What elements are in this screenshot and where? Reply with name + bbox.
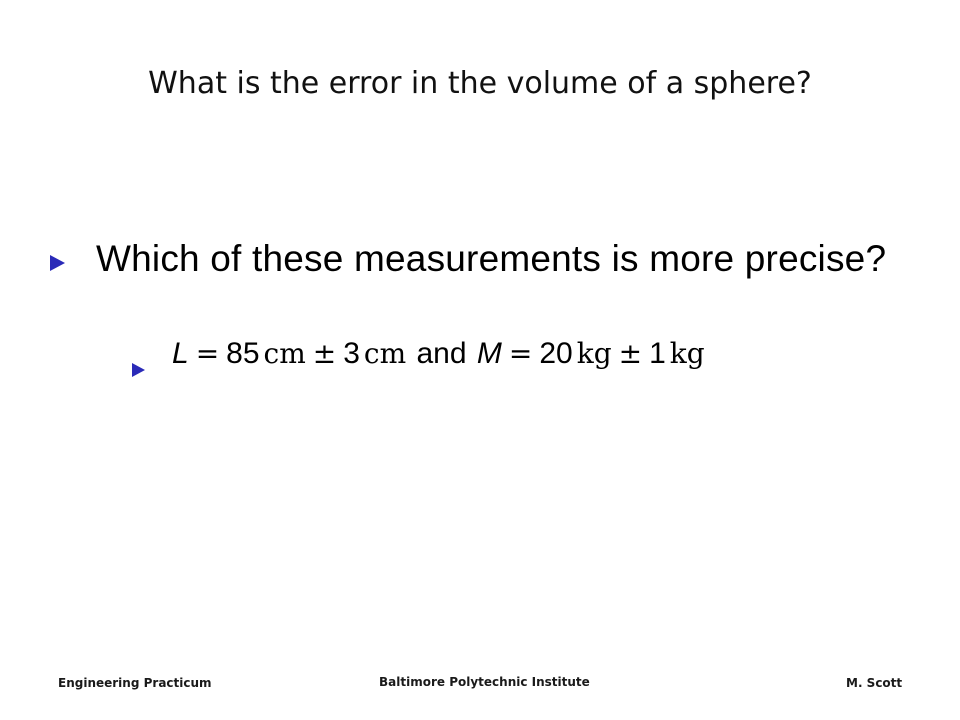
slide-title: What is the error in the volume of a sphere?	[148, 66, 812, 101]
mass-error-unit: kg	[669, 337, 705, 370]
variable-length: L	[172, 337, 189, 370]
measurement-expression	[172, 337, 705, 371]
plus-minus-sign: ±	[312, 337, 337, 370]
variable-mass: M	[476, 337, 502, 370]
slide-content	[50, 232, 940, 370]
mass-error: 1	[649, 337, 666, 370]
length-value: 85	[226, 337, 260, 370]
mass-value: 20	[539, 337, 573, 370]
equals-sign: =	[195, 337, 220, 370]
footer-institution: Baltimore Polytechnic Institute	[379, 675, 590, 689]
mass-unit: kg	[576, 337, 612, 370]
equals-sign: =	[508, 337, 533, 370]
bullet-text: Which of these measurements is more precise?	[96, 238, 887, 279]
sub-bullet-item	[132, 288, 940, 370]
connector-word: and	[416, 337, 467, 370]
triangle-right-icon	[50, 255, 65, 271]
bullet-item	[50, 232, 940, 288]
footer-author: M. Scott	[846, 676, 903, 690]
footer-course: Engineering Practicum	[58, 676, 212, 690]
plus-minus-sign: ±	[618, 337, 643, 370]
length-error: 3	[343, 337, 360, 370]
length-unit: cm	[263, 337, 306, 370]
length-error-unit: cm	[363, 337, 407, 370]
triangle-right-icon	[132, 363, 145, 377]
